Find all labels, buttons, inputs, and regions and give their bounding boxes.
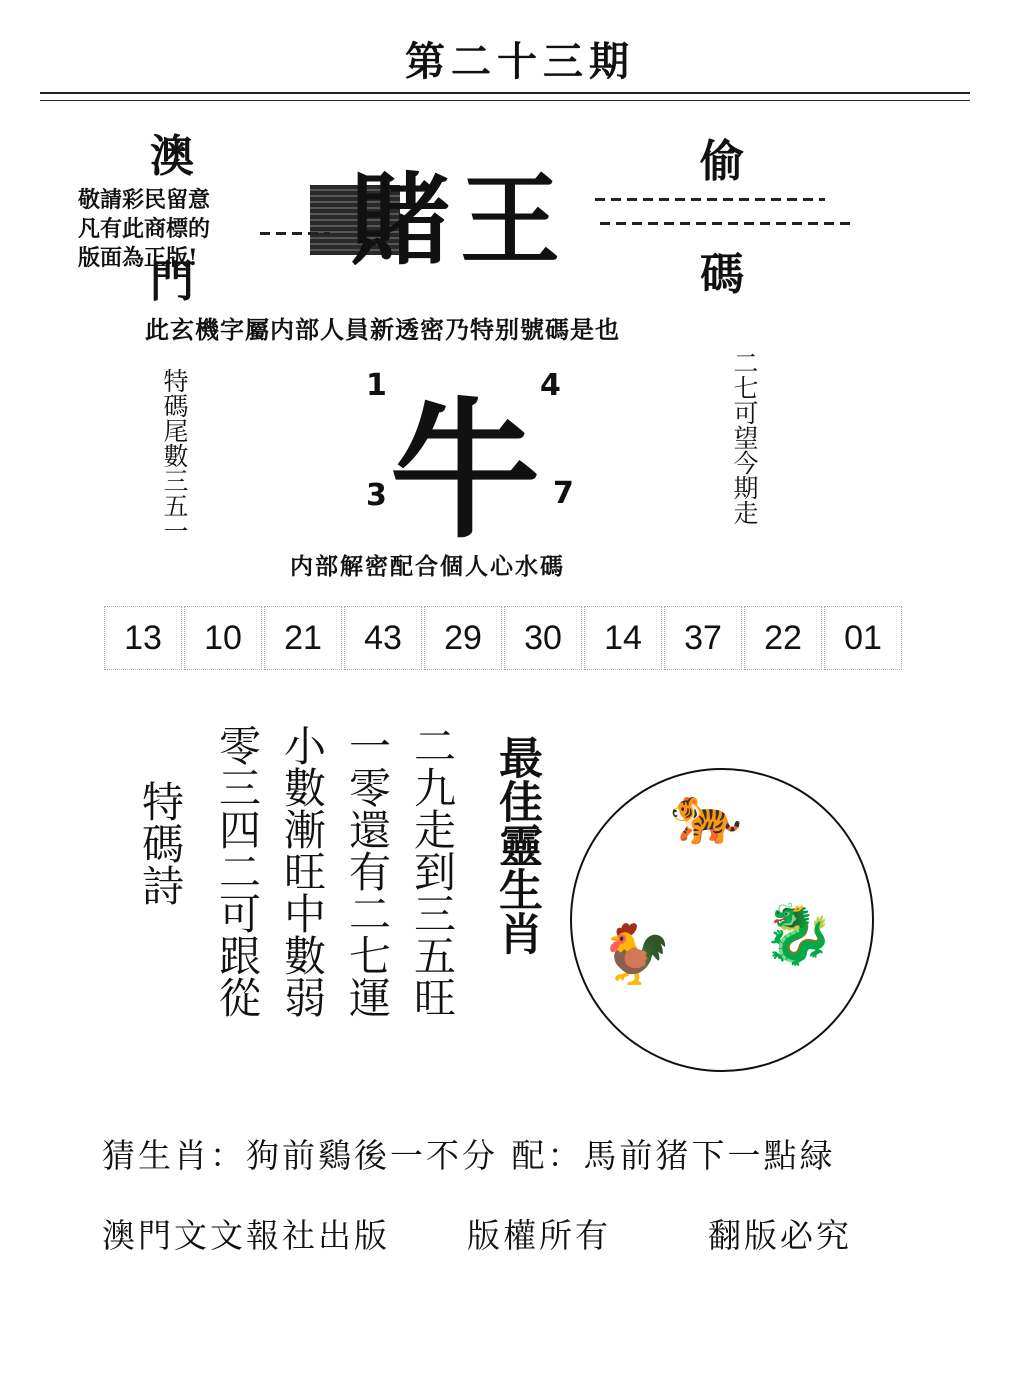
poem-title: 特碼詩 <box>136 780 185 906</box>
number-cell: 29 <box>424 606 502 670</box>
logo-dash <box>600 222 850 225</box>
poem-line: 小數漸旺中數弱 <box>278 724 327 1018</box>
right-vertical-text: 二七可望今期走 <box>730 350 759 525</box>
zodiac-circle <box>570 768 874 1072</box>
number-cell: 37 <box>664 606 742 670</box>
logo-dash <box>595 198 825 201</box>
guess-line: 猜生肖：狗前鷄後一不分 配：馬前猪下一點緑 <box>102 1136 836 1175</box>
warning: 翻版必究 <box>708 1216 852 1255</box>
notice <box>78 186 210 273</box>
rooster-icon: 🐓 <box>600 920 673 988</box>
number-cell: 30 <box>504 606 582 670</box>
number-cell: 13 <box>104 606 182 670</box>
header-rule-thin <box>40 100 970 101</box>
corner-right-bottom: 碼 <box>700 249 744 300</box>
corner-right-top: 偷 <box>700 136 744 187</box>
issue-title: 第二十三期 <box>405 38 635 85</box>
header-rule <box>40 92 970 94</box>
digit-bottom-left: 3 <box>366 478 387 513</box>
number-cell: 43 <box>344 606 422 670</box>
number-cell: 01 <box>824 606 902 670</box>
number-cell: 21 <box>264 606 342 670</box>
left-vertical-text: 特碼尾數三五一 <box>160 368 189 543</box>
number-cell: 14 <box>584 606 662 670</box>
corner-left-bottom: 門 <box>150 256 194 307</box>
digit-top-right: 4 <box>540 368 561 403</box>
notice-line: 凡有此商標的 <box>78 216 211 242</box>
publisher: 澳門文文報社出版 <box>102 1216 390 1255</box>
tiger-icon: 🐅 <box>670 780 743 848</box>
dragon-icon: 🐉 <box>762 900 835 968</box>
poem-line: 二九走到三五旺 <box>408 724 457 1018</box>
center-character: 牛 <box>390 385 541 559</box>
number-cell: 10 <box>184 606 262 670</box>
logo: 賭王 <box>350 162 570 279</box>
footer <box>102 1210 852 1257</box>
poem-line: 一零還有二七運 <box>343 724 392 1018</box>
notice-line: 版面為正版! <box>78 245 198 271</box>
notice-line: 敬請彩民留意 <box>78 187 211 213</box>
rights: 版權所有 <box>467 1216 611 1255</box>
number-row <box>104 606 904 670</box>
best-zodiac: 最佳靈生肖 <box>491 735 542 955</box>
digit-top-left: 1 <box>366 368 387 403</box>
poem-line: 零三四二可跟從 <box>213 724 262 1018</box>
heart-line: 内部解密配合個人心水碼 <box>290 554 565 580</box>
corner-left-top: 澳 <box>150 131 194 182</box>
number-cell: 22 <box>744 606 822 670</box>
logo-dash <box>260 232 330 235</box>
digit-bottom-right: 7 <box>553 476 574 511</box>
secret-line: 此玄機字屬内部人員新透密乃特别號碼是也 <box>145 316 620 344</box>
